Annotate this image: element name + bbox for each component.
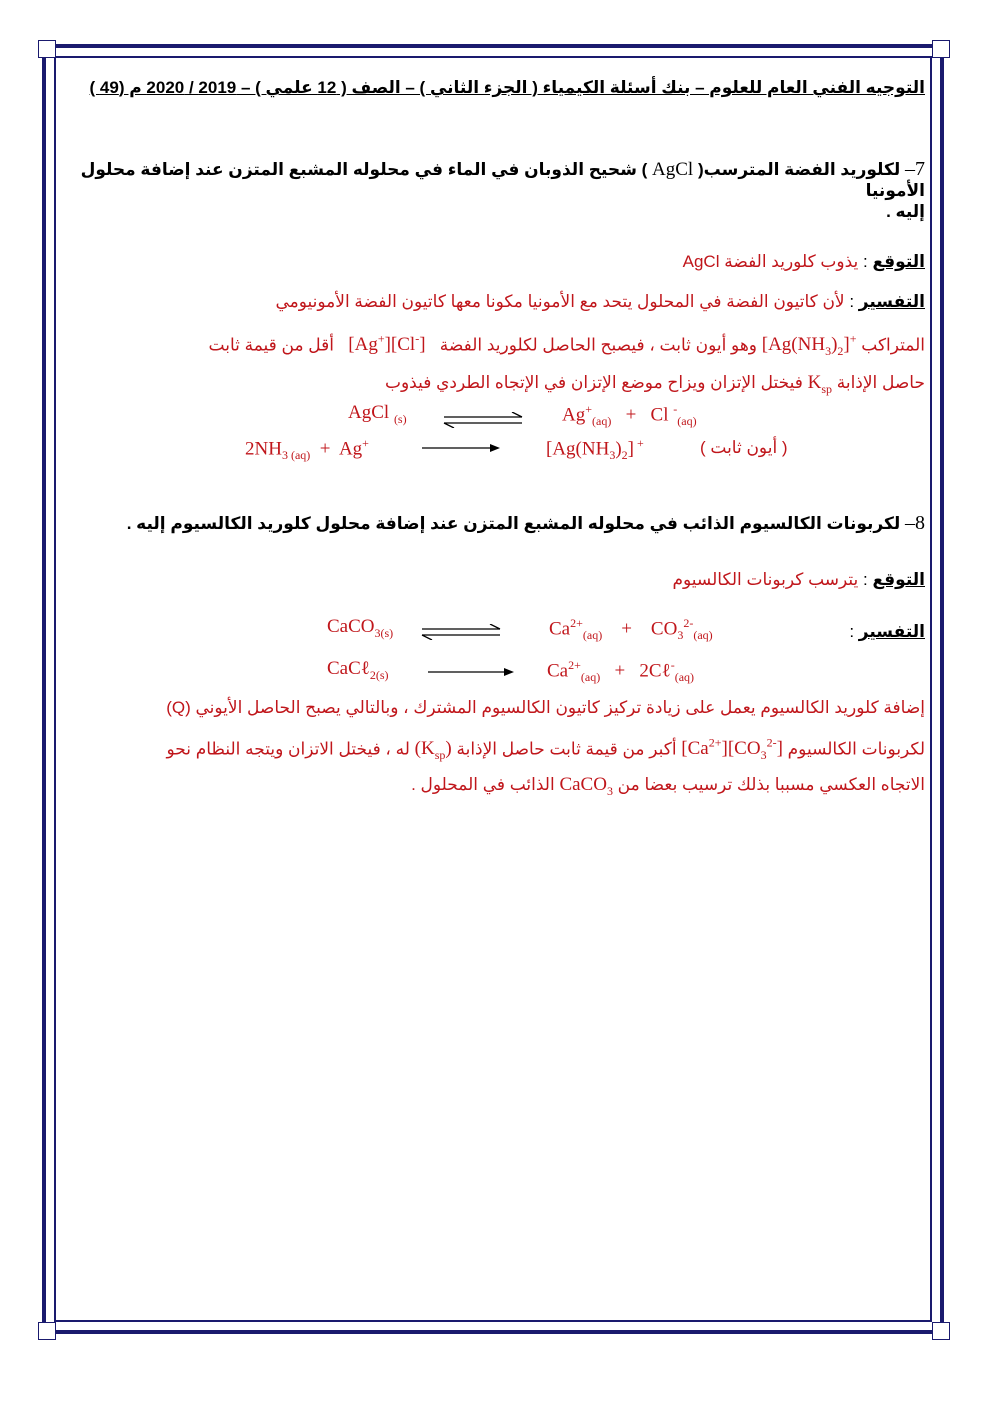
question-8-title: 8– لكربونات الكالسيوم الذائب في محلوله المشبع المتزن عند إضافة محلول كلوريد الكالسيوم إليه . [126, 512, 925, 534]
eq3-products: $Ca^{2+}_{(aq)}$ + $CO_3^{2-}_{(aq)}$ [549, 616, 713, 643]
reaction-arrow-icon [420, 442, 500, 454]
page-content [80, 60, 925, 1320]
eq4-reactant: CaCℓ$_{2(s)}$ [327, 658, 389, 682]
q7-prediction: التوقع : يذوب كلوريد الفضة AgCl [682, 252, 925, 271]
eq1-products: $Ag^+_{(aq)} + Cl$ -$_{(aq)}$ [562, 402, 697, 429]
corner-ornament [932, 40, 950, 58]
eq4-products: $Ca^{2+}_{(aq)}$ + 2Cℓ-$_{(aq)}$ [547, 658, 695, 685]
question-7-title-cont: إليه . [886, 202, 925, 221]
corner-ornament [932, 1322, 950, 1340]
q7-explanation-line2: المتراكب $[Ag(NH_3)_2]^+$ وهو أيون ثابت ، فيصبح الحاصل لكلوريد الفضة [Ag+][Cl-] أقل من قيمة ثابت [208, 332, 925, 359]
corner-ornament [38, 1322, 56, 1340]
equilibrium-arrow-icon [442, 412, 524, 428]
eq2-product: $[Ag(NH_3)_2]$ + [546, 436, 644, 463]
q7-explanation-line1: التفسير : لأن كاتيون الفضة في المحلول يتحد مع الأمونيا مكونا معها كاتيون الفضة الأمونيومي [275, 292, 925, 311]
equilibrium-arrow-icon [420, 624, 502, 640]
page-header: التوجيه الفني العام للعلوم – بنك أسئلة الكيمياء ( الجزء الثاني ) – الصف ( 12 علمي ) – 2019 / 2020 م (49 ) [89, 78, 925, 97]
eq2-reactants: $2NH_{3 (aq)} + Ag^+$ [245, 436, 369, 463]
corner-ornament [38, 40, 56, 58]
q8-explanation-line1: إضافة كلوريد الكالسيوم يعمل على زيادة تركيز كاتيون الكالسيوم المشترك ، وبالتالي يصبح الحاصل الأيوني (Q) [166, 698, 925, 717]
eq1-reactant: AgCl $_{(s)}$ [348, 402, 407, 426]
eq3-reactant: CaCO$_{3(s)}$ [327, 616, 394, 640]
q8-explanation-line2: لكربونات الكالسيوم $[Ca^{2+}][CO_3^{2-}]$ أكبر من قيمة ثابت حاصل الإذابة $(K_{sp})$ له ، فيختل الاتزان ويتجه النظام نحو [166, 736, 925, 763]
q7-explanation-line3: حاصل الإذابة $K_{sp}$ فيختل الإتزان ويزاح موضع الإتزان في الإتجاه الطردي فيذوب [384, 372, 925, 396]
question-7-title: 7– لكلوريد الفضة المترسب( AgCl ) شحيح الذوبان في الماء في محلوله المشبع المتزن عند إضافة محلول الأمونيا [80, 158, 925, 200]
stable-ion-note: ( أيون ثابت ) [700, 438, 788, 457]
q8-explanation-line3: الاتجاه العكسي مسببا بذلك ترسيب بعضا من CaCO$_3$ الذائب في المحلول . [411, 774, 925, 798]
reaction-arrow-icon [426, 666, 514, 678]
q8-prediction: التوقع : يترسب كربونات الكالسيوم [672, 570, 925, 589]
q8-explanation-label: التفسير : [849, 622, 925, 641]
